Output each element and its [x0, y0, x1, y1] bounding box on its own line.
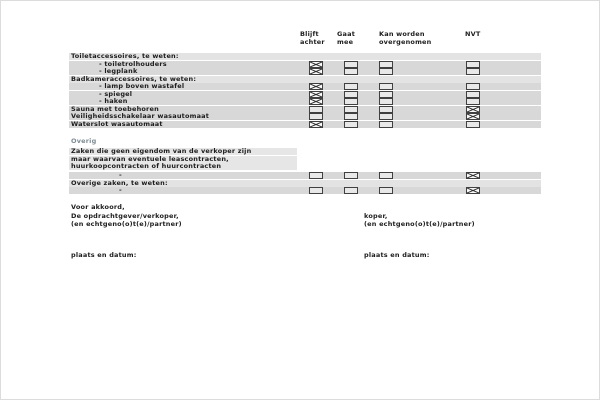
signature-block-buyer: [364, 212, 475, 229]
row-label: Overige zaken, te weten:: [71, 178, 168, 187]
kan-worden-overgenomen-checkbox[interactable]: [379, 68, 393, 75]
column-header-line: overgenomen: [379, 37, 432, 46]
lease-description-line: Zaken die geen eigendom van de verkoper zijn: [69, 148, 297, 155]
blijft-achter-checkbox[interactable]: [309, 68, 323, 75]
table-row: [69, 68, 541, 75]
category-row: [69, 180, 541, 187]
kan-worden-overgenomen-checkbox[interactable]: [379, 98, 393, 105]
blijft-achter-checkbox[interactable]: [309, 98, 323, 105]
row-label: Veiligheidsschakelaar wasautomaat: [71, 112, 210, 120]
kan-worden-overgenomen-checkbox[interactable]: [379, 113, 393, 120]
place-date-label-buyer: plaats en datum:: [364, 251, 430, 259]
table-row: [69, 172, 541, 179]
blijft-achter-checkbox[interactable]: [309, 121, 323, 128]
column-header-line: NVT: [465, 30, 481, 38]
blijft-achter-checkbox[interactable]: [309, 61, 323, 68]
kan-worden-overgenomen-checkbox[interactable]: [379, 91, 393, 98]
buyer-role-label: koper,: [364, 211, 388, 220]
column-header-line: Gaat: [337, 30, 356, 38]
overig-section-heading: Overig: [71, 137, 97, 145]
table-row: [69, 61, 541, 68]
column-header-line: achter: [300, 37, 325, 46]
nvt-checkbox[interactable]: [466, 98, 480, 105]
row-label: Toiletaccessoires, te weten:: [71, 52, 179, 60]
nvt-checkbox[interactable]: [466, 68, 480, 75]
nvt-checkbox[interactable]: [466, 187, 480, 194]
gaat-mee-checkbox[interactable]: [344, 83, 358, 90]
row-label: - lamp boven wastafel: [99, 82, 185, 90]
lease-description-line: huurkoopcontracten of huurcontracten: [69, 163, 297, 170]
column-header-nvt: [465, 31, 481, 39]
column-header-kan-worden-overgenomen: [379, 31, 431, 46]
row-label: -: [119, 186, 122, 194]
kan-worden-overgenomen-checkbox[interactable]: [379, 121, 393, 128]
blijft-achter-checkbox[interactable]: [309, 83, 323, 90]
buyer-partner-label: (en echtgeno(o)t(e)/partner): [364, 220, 475, 228]
blijft-achter-checkbox[interactable]: [309, 91, 323, 98]
gaat-mee-checkbox[interactable]: [344, 172, 358, 179]
seller-partner-label: (en echtgeno(o)t(e)/partner): [71, 220, 182, 228]
gaat-mee-checkbox[interactable]: [344, 98, 358, 105]
place-date-label-seller: plaats en datum:: [71, 251, 137, 259]
kan-worden-overgenomen-checkbox[interactable]: [379, 106, 393, 113]
row-label: - legplank: [99, 67, 138, 75]
column-header-blijft-achter: [300, 31, 325, 46]
row-label: Badkameraccessoires, te weten:: [71, 74, 197, 83]
gaat-mee-checkbox[interactable]: [344, 106, 358, 113]
nvt-checkbox[interactable]: [466, 172, 480, 179]
column-header-line: mee: [337, 37, 354, 46]
table-row: [69, 91, 541, 98]
overig-table: [69, 172, 541, 195]
column-header-gaat-mee: [337, 31, 355, 46]
blijft-achter-checkbox[interactable]: [309, 172, 323, 179]
table-row: [69, 113, 541, 120]
column-header-line: Blijft: [300, 30, 319, 38]
nvt-checkbox[interactable]: [466, 106, 480, 113]
signature-block-seller: [71, 203, 182, 229]
row-label: Sauna met toebehoren: [71, 104, 159, 113]
gaat-mee-checkbox[interactable]: [344, 113, 358, 120]
seller-role-label: De opdrachtgever/verkoper,: [71, 211, 179, 220]
lease-description-line: maar waarvan eventuele leascontracten,: [69, 156, 297, 163]
blijft-achter-checkbox[interactable]: [309, 106, 323, 113]
gaat-mee-checkbox[interactable]: [344, 61, 358, 68]
blijft-achter-checkbox[interactable]: [309, 187, 323, 194]
row-label: - spiegel: [99, 89, 133, 98]
gaat-mee-checkbox[interactable]: [344, 91, 358, 98]
kan-worden-overgenomen-checkbox[interactable]: [379, 172, 393, 179]
blijft-achter-checkbox[interactable]: [309, 113, 323, 120]
kan-worden-overgenomen-checkbox[interactable]: [379, 61, 393, 68]
gaat-mee-checkbox[interactable]: [344, 68, 358, 75]
row-label: -: [119, 171, 122, 179]
nvt-checkbox[interactable]: [466, 91, 480, 98]
column-header-line: Kan worden: [379, 30, 425, 38]
lease-description-block: [69, 148, 297, 171]
row-label: - haken: [99, 97, 128, 105]
table-row: [69, 98, 541, 105]
nvt-checkbox[interactable]: [466, 61, 480, 68]
kan-worden-overgenomen-checkbox[interactable]: [379, 83, 393, 90]
gaat-mee-checkbox[interactable]: [344, 121, 358, 128]
table-row: [69, 121, 541, 128]
nvt-checkbox[interactable]: [466, 83, 480, 90]
table-row: [69, 83, 541, 90]
row-label: - toiletrolhouders: [99, 59, 167, 68]
nvt-checkbox[interactable]: [466, 113, 480, 120]
category-row: [69, 53, 541, 60]
kan-worden-overgenomen-checkbox[interactable]: [379, 187, 393, 194]
nvt-checkbox[interactable]: [466, 121, 480, 128]
row-label: Waterslot wasautomaat: [71, 119, 163, 128]
table-row: [69, 187, 541, 194]
inventory-table: [69, 53, 541, 128]
gaat-mee-checkbox[interactable]: [344, 187, 358, 194]
voor-akkoord-label: Voor akkoord,: [71, 203, 125, 211]
